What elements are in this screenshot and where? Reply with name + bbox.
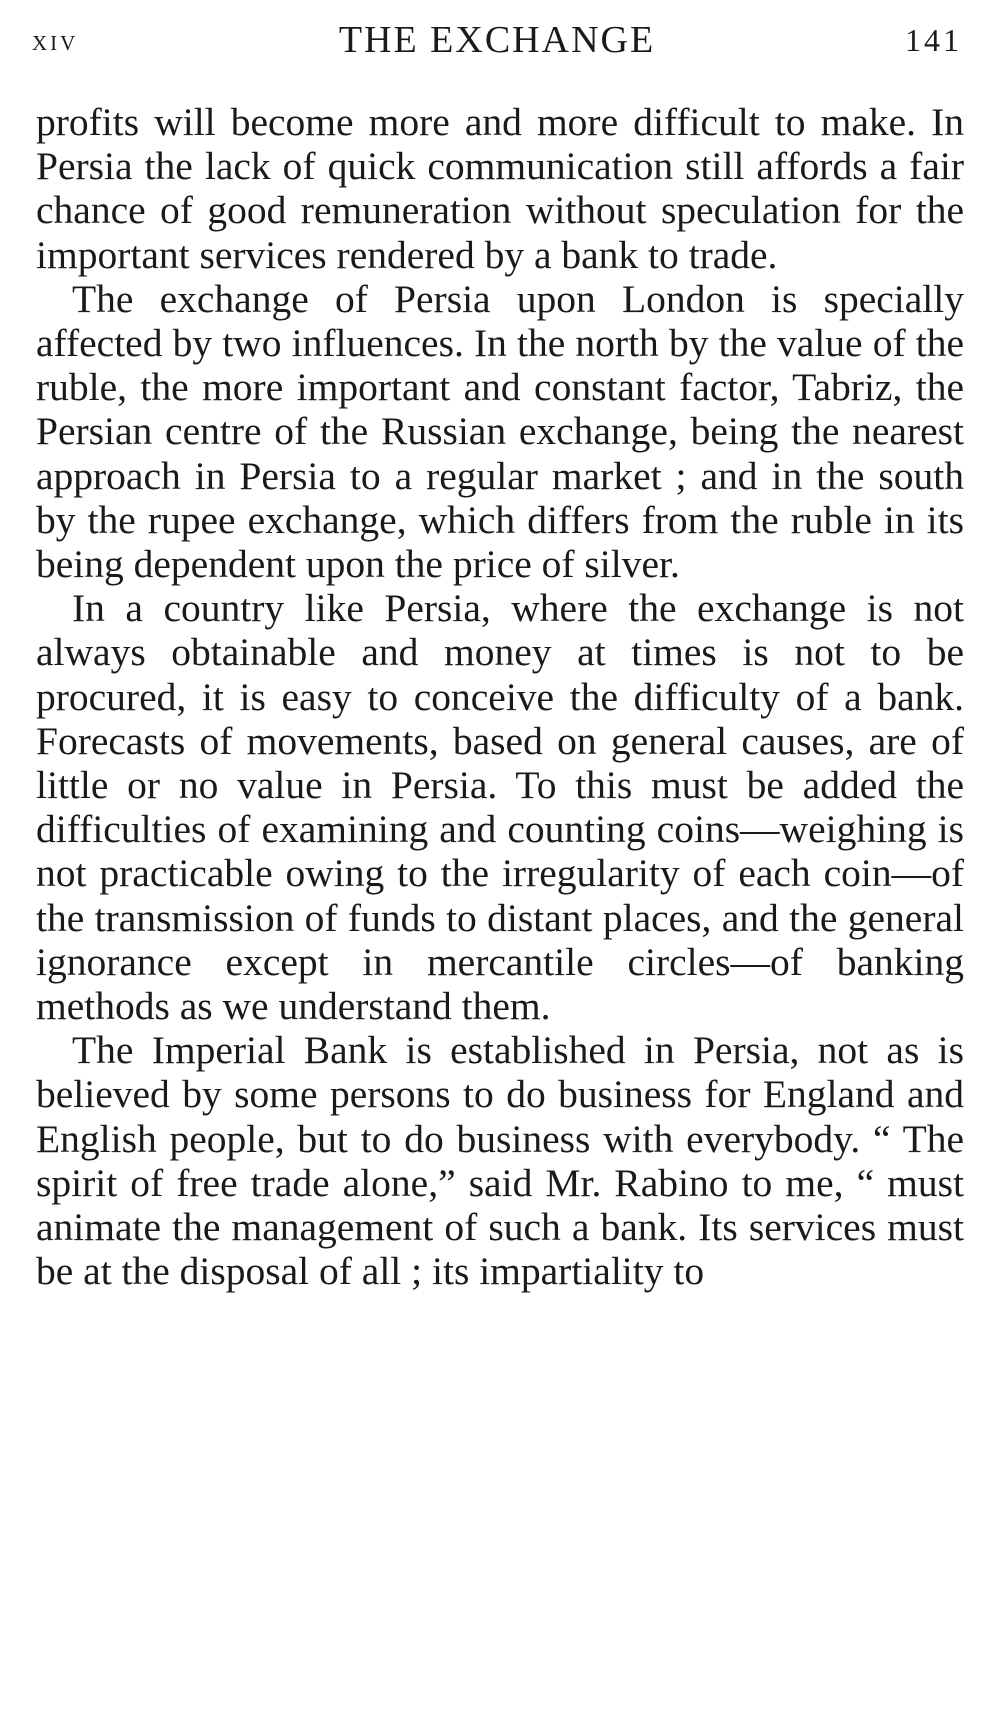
chapter-number: xiv (32, 24, 79, 57)
paragraph-exchange-influences: The exchange of Persia upon London is specially affected by two influences. In the north by the value of the ruble, the more important and constant factor, Tabriz, the Persian centre of the Russian exchange, being the nearest approach in Persia to a regular market ; and in the south by the rupee exchange, which differs from the ruble in its being dependent upon the price of silver. (36, 276, 964, 587)
running-title: THE EXCHANGE (338, 19, 656, 61)
page-number: 141 (905, 22, 962, 58)
running-head (32, 18, 962, 68)
body-text (36, 100, 964, 1293)
paragraph-continued: profits will become more and more difficult to make. In Persia the lack of quick communication still affords a fair chance of good remuneration without speculation for the important services rendered by a bank to trade. (36, 100, 964, 277)
paragraph-imperial-bank: The Imperial Bank is established in Persia, not as is believed by some persons to do business for England and English people, but to do business with everybody. “ The spirit of free trade alone,” said Mr. Rabino to me, “ must animate the management of such a bank. Its services must be at the disposal of all ; its impartiality to (36, 1028, 964, 1294)
paragraph-bank-difficulties: In a country like Persia, where the exchange is not always obtainable and money at times is not to be procured, it is easy to conceive the difficulty of a bank. Forecasts of movements, based on general causes, are of little or no value in Persia. To this must be added the difficulties of examining and counting coins—weighing is not practicable owing to the irregularity of each coin—of the transmission of funds to distant places, and the general ignorance except in mercantile circles—of banking methods as we understand them. (36, 586, 964, 1029)
